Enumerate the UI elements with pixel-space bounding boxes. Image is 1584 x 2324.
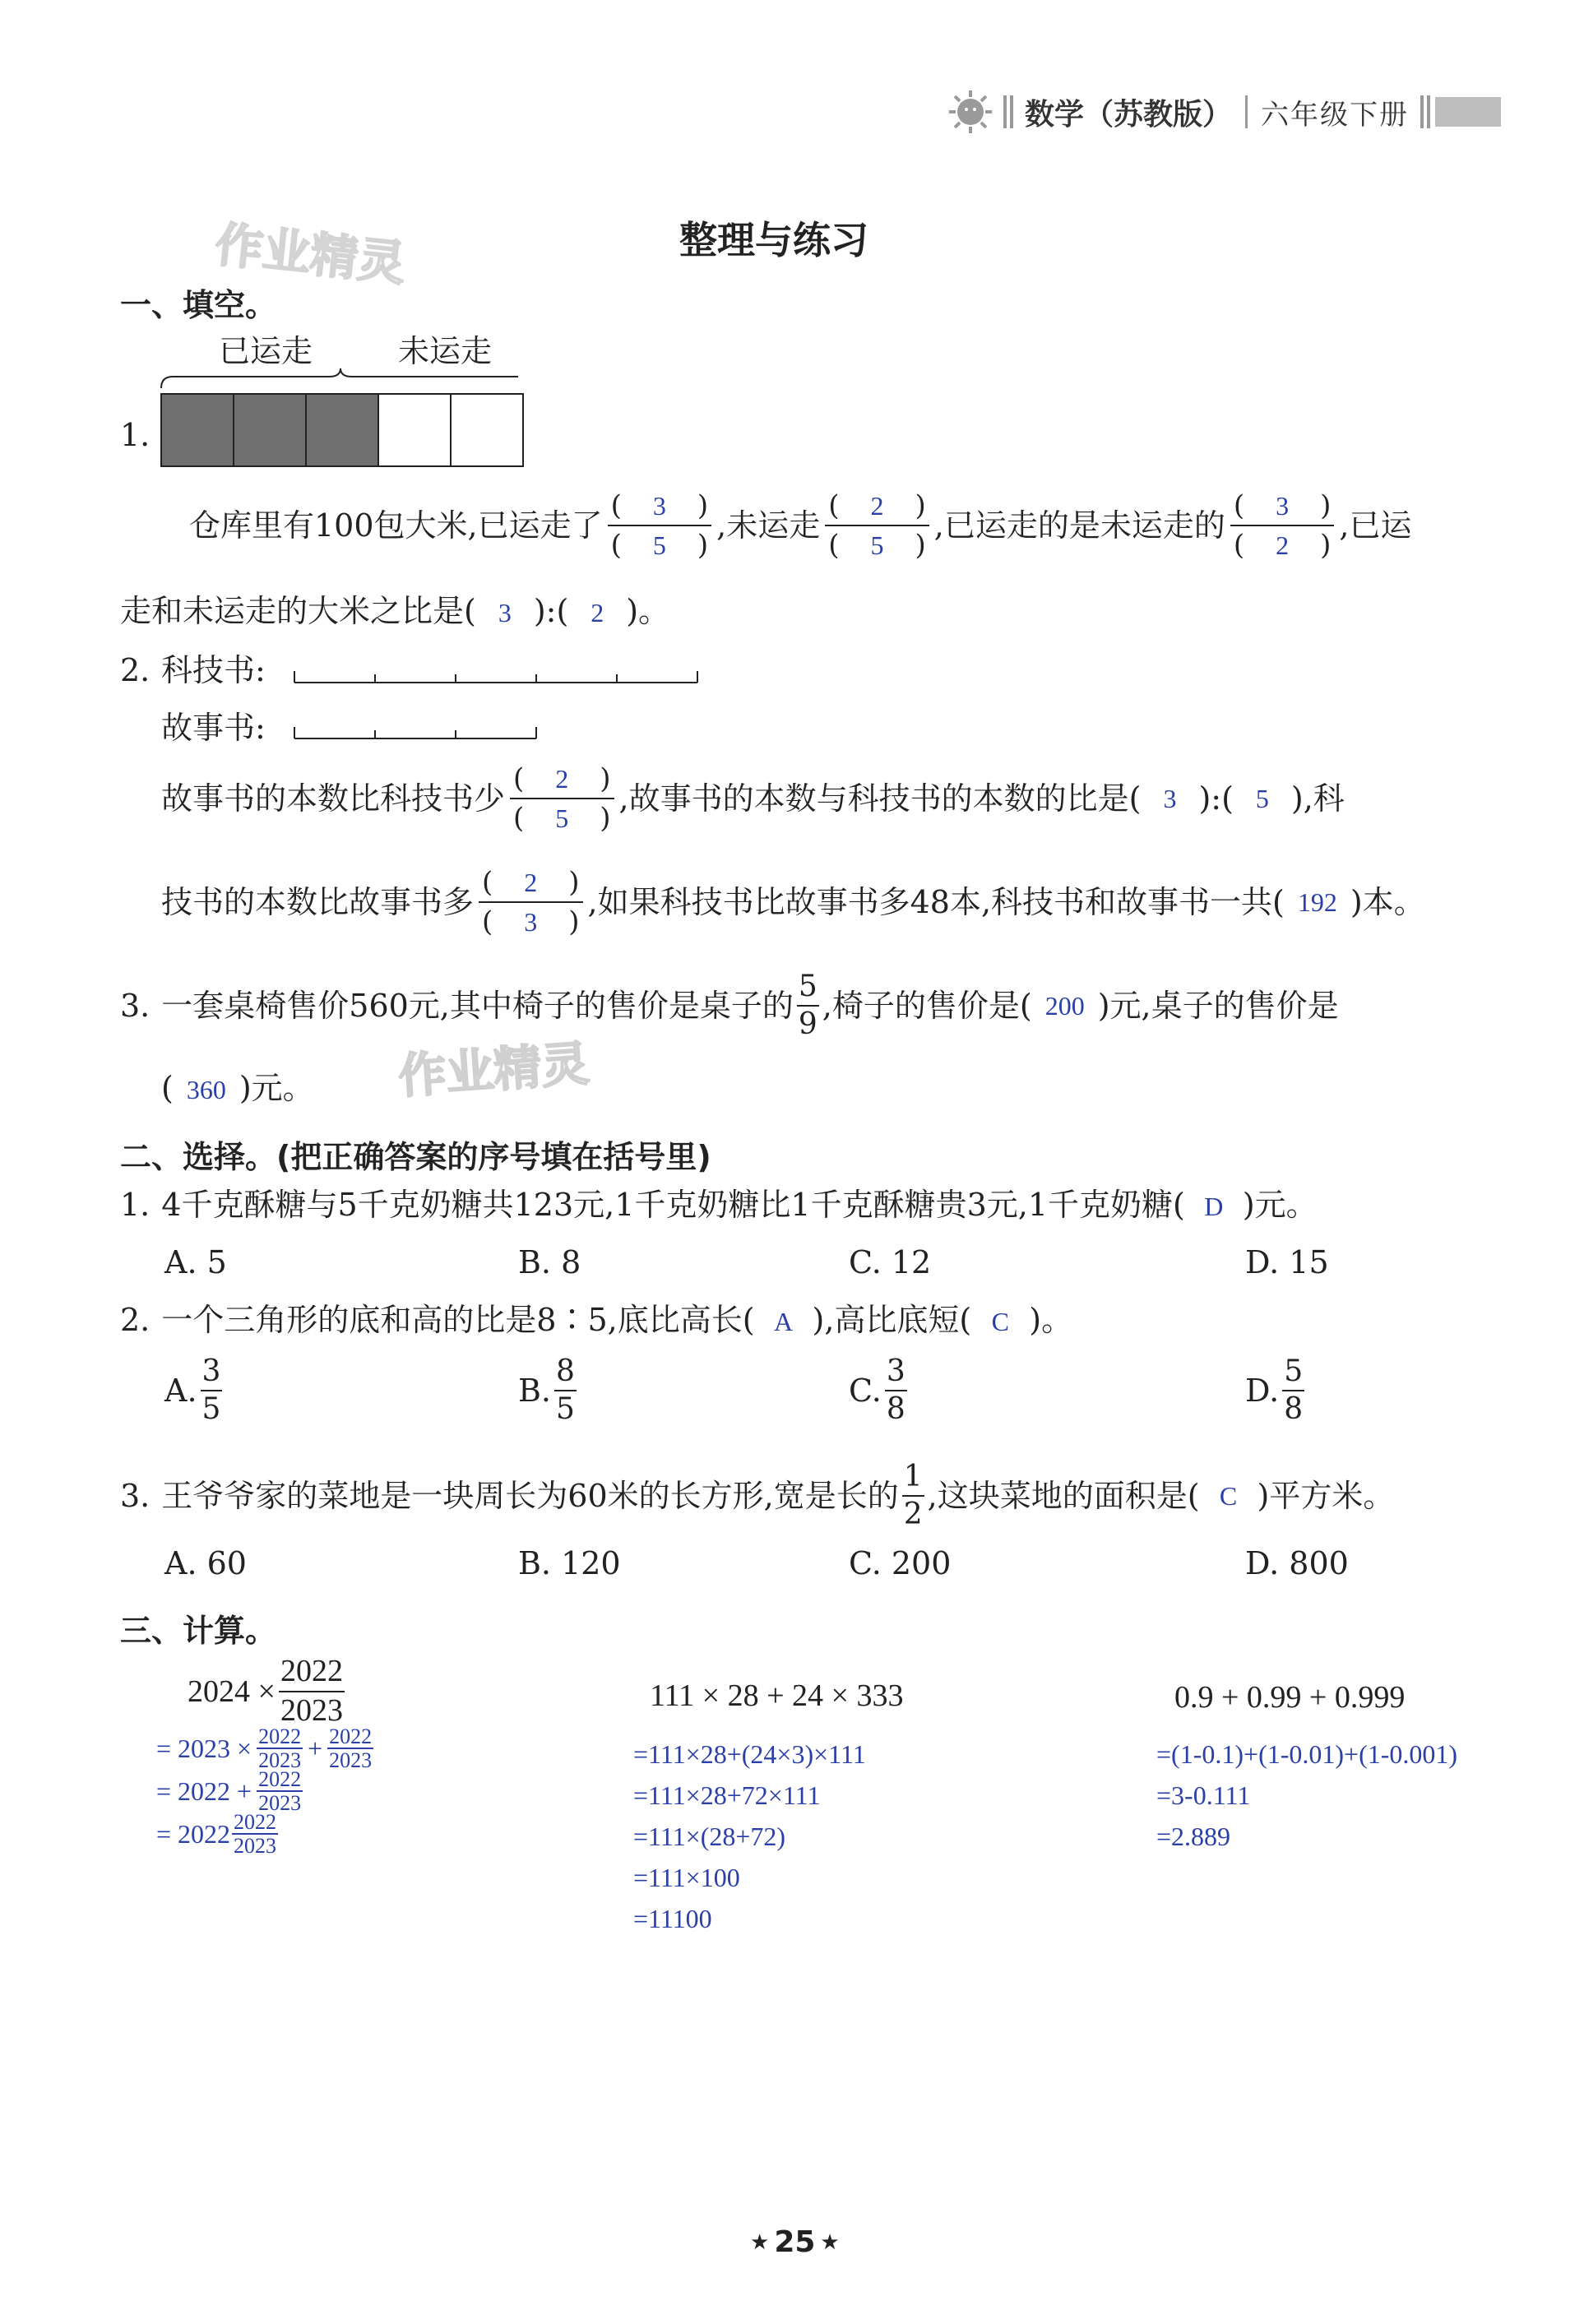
- answer: 192: [1297, 887, 1337, 917]
- choice1-option-a[interactable]: A. 5: [164, 1244, 227, 1280]
- fraction-num: 8: [554, 1355, 577, 1391]
- q1-line2-b: ):(: [533, 593, 569, 629]
- page-title: 整理与练习: [679, 218, 868, 262]
- q2-answer-fraction-2: ( 2 ) ( 3 ): [479, 868, 583, 936]
- star-icon: ★: [750, 2229, 770, 2255]
- calc1-step3: [156, 1811, 278, 1858]
- sci-label: 科技书:: [161, 652, 266, 688]
- q2-line1-b: ,故事书的本数与科技书的本数的比是(: [618, 780, 1142, 817]
- fraction-den: 5: [201, 1391, 221, 1426]
- header-grade: 六年级下册: [1261, 98, 1410, 132]
- option-letter: A.: [164, 1372, 197, 1409]
- watermark-2: 作业精灵: [396, 1035, 591, 1104]
- fraction-den: 2: [903, 1497, 923, 1531]
- fraction-num: 1: [902, 1461, 924, 1497]
- choice2-text-c: )。: [1029, 1302, 1073, 1338]
- calc2-expression: 111 × 28 + 24 × 333: [650, 1678, 904, 1713]
- fraction-den: 2023: [329, 1748, 373, 1773]
- choice3-question: [120, 1461, 1394, 1530]
- calc-step: =111×28+72×111: [633, 1780, 821, 1810]
- fraction-den: 8: [1284, 1391, 1304, 1426]
- q1-number: 1.: [120, 417, 151, 453]
- answer: 360: [186, 1075, 226, 1104]
- choice3-text-a: 王爷爷家的菜地是一块周长为60米的长方形,宽是长的: [161, 1477, 899, 1514]
- q2-line2-b: ,如果科技书比故事书多48本,科技书和故事书一共(: [587, 884, 1285, 920]
- choice2-option-d[interactable]: [1245, 1355, 1308, 1425]
- page-header: [946, 89, 1501, 135]
- answer: 3: [1276, 491, 1290, 521]
- fraction-num: 2022: [234, 1810, 277, 1834]
- answer: A: [773, 1307, 794, 1336]
- label-shipped: 已运走: [219, 333, 313, 369]
- bar-cell: [234, 393, 307, 467]
- star-icon: ★: [820, 2229, 840, 2255]
- sun-icon: [946, 87, 995, 137]
- page-number-text: 25: [774, 2225, 816, 2259]
- fraction-num: 2022: [258, 1724, 302, 1748]
- calc1-plus: +: [308, 1733, 323, 1763]
- bar-cell: [452, 393, 524, 467]
- q3-line1-a: 一套桌椅售价560元,其中椅子的售价是桌子的: [161, 987, 794, 1024]
- answer: C: [1219, 1480, 1238, 1511]
- q3-number: 3.: [120, 987, 151, 1024]
- calc1-expression: [188, 1655, 348, 1729]
- calc-step: =11100: [633, 1904, 712, 1933]
- q2-number: 2.: [120, 652, 151, 688]
- calc1-step1-a: = 2023 ×: [156, 1733, 252, 1763]
- q2-line1: [161, 762, 1345, 835]
- answer: 5: [1255, 784, 1269, 813]
- q2-line1-a: 故事书的本数比科技书少: [161, 780, 506, 817]
- q3-fraction: [797, 970, 819, 1040]
- answer: 5: [870, 530, 884, 560]
- section-heading-3: 三、计算。: [120, 1613, 277, 1649]
- fraction-num: 2022: [329, 1724, 373, 1748]
- q2-line1-c: ):(: [1198, 780, 1234, 817]
- bar-cell: [160, 393, 234, 467]
- answer: C: [991, 1307, 1009, 1336]
- page-number: [750, 2225, 840, 2259]
- calc-step: =111×28+(24×3)×111: [633, 1739, 866, 1769]
- option-letter: D.: [1245, 1372, 1280, 1409]
- q3-line2-a: (: [161, 1070, 174, 1106]
- sci-segment-line: [293, 664, 704, 689]
- q1-text-d: ,已运: [1339, 507, 1412, 544]
- choice3-option-b[interactable]: B. 120: [518, 1545, 621, 1581]
- answer: 2: [870, 491, 884, 521]
- choice1-text-b: )元。: [1242, 1187, 1318, 1223]
- fraction-num: 2022: [258, 1767, 302, 1791]
- q3-line2: [161, 1072, 314, 1104]
- fraction-num: 3: [201, 1355, 223, 1391]
- fraction-num: 5: [797, 970, 819, 1007]
- calc-step: =3-0.111: [1156, 1780, 1251, 1810]
- choice1-option-b[interactable]: B. 8: [518, 1244, 581, 1280]
- choice2-option-c[interactable]: [849, 1355, 910, 1425]
- answer: 5: [555, 803, 569, 833]
- fraction-num: 3: [885, 1355, 907, 1391]
- calc-step: =(1-0.1)+(1-0.01)+(1-0.001): [1156, 1739, 1458, 1769]
- q2-line1-d: ),科: [1290, 780, 1345, 817]
- q1-text-b: ,未运走: [716, 507, 821, 544]
- q2-line2: [161, 868, 1425, 936]
- q2-answer-fraction-1: ( 2 ) ( 5 ): [510, 765, 614, 832]
- q1-answer-fraction-3: ( 3 ) ( 2 ): [1230, 492, 1335, 559]
- choice3-number: 3.: [120, 1477, 151, 1514]
- calc3-expression: 0.9 + 0.99 + 0.999: [1174, 1680, 1406, 1715]
- fraction-num: 5: [1282, 1355, 1304, 1391]
- q2-line2-a: 技书的本数比故事书多: [161, 884, 475, 920]
- choice2-number: 2.: [120, 1302, 151, 1338]
- fraction-den: 5: [556, 1391, 575, 1426]
- answer: 3: [498, 598, 512, 627]
- progress-bar: [160, 393, 524, 467]
- calc1-step3-a: = 2022: [156, 1818, 231, 1849]
- q1-line2: [120, 595, 669, 627]
- calc-step: =111×(28+72): [633, 1822, 786, 1851]
- q1-line2-a: 走和未运走的大米之比是(: [120, 593, 476, 629]
- watermark: 作业精灵: [212, 216, 409, 292]
- answer: 2: [591, 598, 604, 627]
- choice2-option-b[interactable]: [518, 1355, 580, 1425]
- fraction-den: 2023: [234, 1834, 277, 1859]
- answer: D: [1204, 1192, 1224, 1221]
- answer: 3: [1163, 784, 1177, 813]
- fraction-den: 8: [886, 1391, 905, 1426]
- calc1-expr-a: 2024 ×: [188, 1674, 276, 1709]
- q2-line2-c: )本。: [1350, 884, 1425, 920]
- choice1-number: 1.: [120, 1187, 151, 1223]
- q3-line2-b: )元。: [239, 1070, 314, 1106]
- bar-cell: [307, 393, 379, 467]
- answer: 3: [652, 491, 666, 521]
- q1-text-a: 仓库里有100包大米,已运走了: [189, 507, 603, 544]
- calc1-step2: [156, 1768, 308, 1815]
- calc1-step2-a: = 2022 +: [156, 1775, 252, 1806]
- answer: 2: [524, 868, 538, 897]
- choice1-text-a: 4千克酥糖与5千克奶糖共123元,1千克奶糖比1千克酥糖贵3元,1千克奶糖(: [161, 1187, 1185, 1223]
- choice3-option-c[interactable]: C. 200: [849, 1545, 952, 1581]
- q1-answer-fraction-1: ( 3 ) ( 5 ): [608, 492, 712, 559]
- choice1-option-c[interactable]: C. 12: [849, 1244, 932, 1280]
- calc2-steps: [633, 1734, 866, 1939]
- fraction-num: 2022: [279, 1655, 345, 1692]
- q3-line1-c: )元,桌子的售价是: [1097, 987, 1339, 1024]
- choice2-text-a: 一个三角形的底和高的比是8∶5,底比高长(: [161, 1302, 755, 1338]
- choice2-question: [120, 1304, 1072, 1336]
- header-bar: [1435, 97, 1501, 127]
- answer: 200: [1044, 990, 1085, 1021]
- answer: 5: [652, 530, 666, 560]
- fraction-den: 2023: [258, 1748, 302, 1773]
- q1-line1: [189, 489, 1412, 562]
- bar-cell: [379, 393, 452, 467]
- answer: 2: [555, 764, 569, 794]
- choice3-option-d[interactable]: D. 800: [1245, 1545, 1349, 1581]
- choice3-option-a[interactable]: A. 60: [164, 1545, 247, 1581]
- choice1-option-d[interactable]: D. 15: [1245, 1244, 1329, 1280]
- label-unshipped: 未运走: [398, 333, 493, 369]
- choice3-text-b: ,这块菜地的面积是(: [927, 1477, 1200, 1514]
- option-letter: B.: [518, 1372, 552, 1409]
- choice2-text-b: ),高比底短(: [812, 1302, 972, 1338]
- fraction-den: 9: [798, 1007, 817, 1041]
- calc1-step1: [156, 1725, 378, 1772]
- q3-line1-b: ,椅子的售价是(: [822, 987, 1032, 1024]
- choice1-question: [120, 1187, 1318, 1223]
- choice2-option-a[interactable]: [164, 1355, 225, 1425]
- q1-answer-fraction-2: ( 2 ) ( 5 ): [825, 492, 929, 559]
- calc-step: =111×100: [633, 1863, 740, 1892]
- fraction-den: 2023: [258, 1791, 302, 1816]
- story-label: 故事书:: [161, 710, 266, 746]
- story-segment-line: [293, 720, 556, 745]
- fraction-den: 2023: [280, 1692, 343, 1728]
- option-letter: C.: [849, 1372, 882, 1409]
- q3-line1: [120, 970, 1339, 1040]
- calc-step: =2.889: [1156, 1822, 1231, 1851]
- q1-text-c: ,已运走的是未运走的: [933, 507, 1225, 544]
- answer: 2: [1276, 530, 1290, 560]
- calc3-steps: [1156, 1734, 1457, 1857]
- choice3-text-c: )平方米。: [1257, 1477, 1395, 1514]
- q1-line2-c: )。: [626, 593, 670, 629]
- answer: 3: [524, 907, 538, 937]
- header-subject: 数学（苏教版）: [1025, 97, 1233, 132]
- section-heading-1: 一、填空。: [120, 287, 277, 323]
- section-heading-2: 二、选择。(把正确答案的序号填在括号里): [120, 1139, 711, 1175]
